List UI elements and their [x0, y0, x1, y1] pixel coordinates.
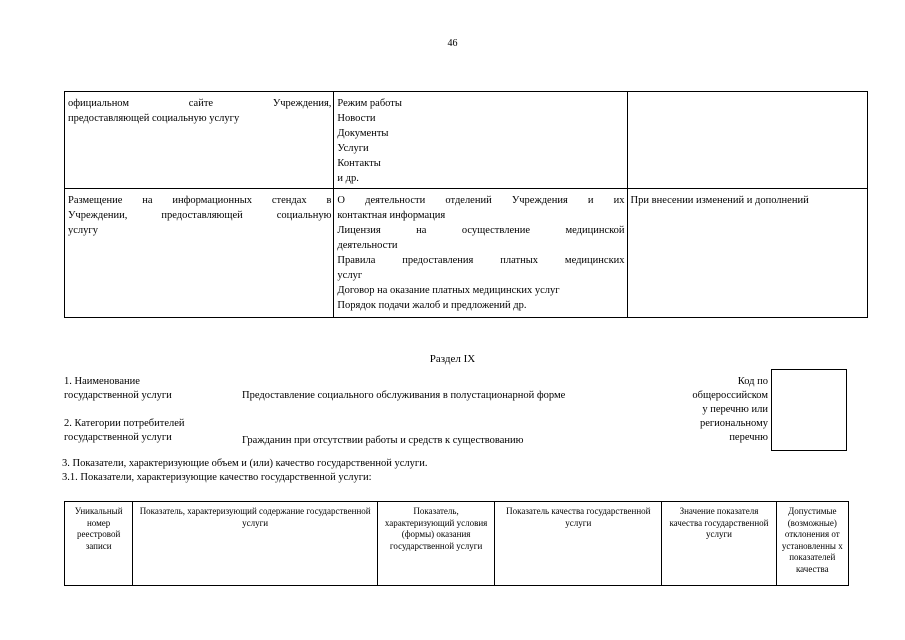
cell-text: Новости — [337, 113, 376, 124]
service-name-label-1: 1. Наименование — [64, 376, 140, 387]
code-label-line: перечню — [729, 432, 768, 443]
column-header: Уникальный номер реестровой записи — [65, 502, 133, 586]
consumer-category-label-1: 2. Категории потребителей — [64, 418, 185, 429]
consumer-category-label-2: государственной услуги — [64, 432, 172, 443]
code-label-line: общероссийском — [692, 390, 768, 401]
cell-text: деятельности — [337, 240, 398, 251]
code-label-line: у перечню или — [702, 404, 768, 415]
column-header: Показатель качества государственной услуги — [495, 502, 662, 586]
cell-text: О деятельности отделений Учреждения и их — [337, 195, 625, 206]
table-cell — [65, 189, 334, 318]
item-3-1-heading: 3.1. Показатели, характеризующие качество государственной услуги: — [62, 472, 372, 483]
table-cell: При внесении изменений и дополнений — [627, 189, 867, 318]
service-name-label-2: государственной услуги — [64, 390, 172, 401]
column-header: Допустимые (возможные) отклонения от установленны х показателей качества — [776, 502, 848, 586]
table-cell — [65, 92, 334, 189]
cell-text: Контакты — [337, 158, 381, 169]
code-label-line: Код по — [737, 376, 768, 387]
table-row — [65, 92, 868, 189]
cell-text: Договор на оказание платных медицинских услуг — [337, 285, 560, 296]
code-label — [670, 375, 768, 445]
quality-indicators-table — [64, 501, 849, 586]
table-cell — [627, 92, 867, 189]
cell-text: услугу — [68, 225, 98, 236]
cell-text: Правила предоставления платных медицинских — [337, 255, 625, 266]
cell-text: Услуги — [337, 143, 369, 154]
cell-text: Режим работы — [337, 98, 402, 109]
cell-text: Размещение на информационных стендах в — [68, 195, 332, 206]
table-cell — [334, 92, 627, 189]
cell-text: контактная информация — [337, 210, 446, 221]
cell-text: Учреждении, предоставляющей социальную — [68, 210, 332, 221]
table-header-row — [65, 502, 849, 586]
column-header: Значение показателя качества государственной услуги — [662, 502, 776, 586]
cell-text: официальном сайте Учреждения, — [68, 98, 332, 109]
page-number: 46 — [447, 38, 458, 49]
column-header: Показатель, характеризующий содержание государственной услуги — [133, 502, 378, 586]
cell-text: Порядок подачи жалоб и предложений др. — [337, 300, 527, 311]
information-table — [64, 91, 868, 318]
item-3-heading: 3. Показатели, характеризующие объем и (или) качество государственной услуги. — [62, 458, 428, 469]
cell-text: услуг — [337, 270, 363, 281]
consumer-category-value: Гражданин при отсутствии работы и средств к существованию — [242, 435, 524, 446]
table-row — [65, 189, 868, 318]
section-title: Раздел IX — [429, 353, 476, 365]
cell-text: Документы — [337, 128, 389, 139]
cell-text: предоставляющей социальную услугу — [68, 113, 240, 124]
cell-text: и др. — [337, 173, 359, 184]
code-label-line: региональному — [699, 418, 768, 429]
cell-text: Лицензия на осуществление медицинской — [337, 225, 625, 236]
code-box — [771, 369, 847, 451]
service-name-value: Предоставление социального обслуживания в полустационарной форме — [242, 390, 566, 401]
column-header: Показатель, характеризующий условия (формы) оказания государственной услуги — [377, 502, 494, 586]
table-cell — [334, 189, 627, 318]
